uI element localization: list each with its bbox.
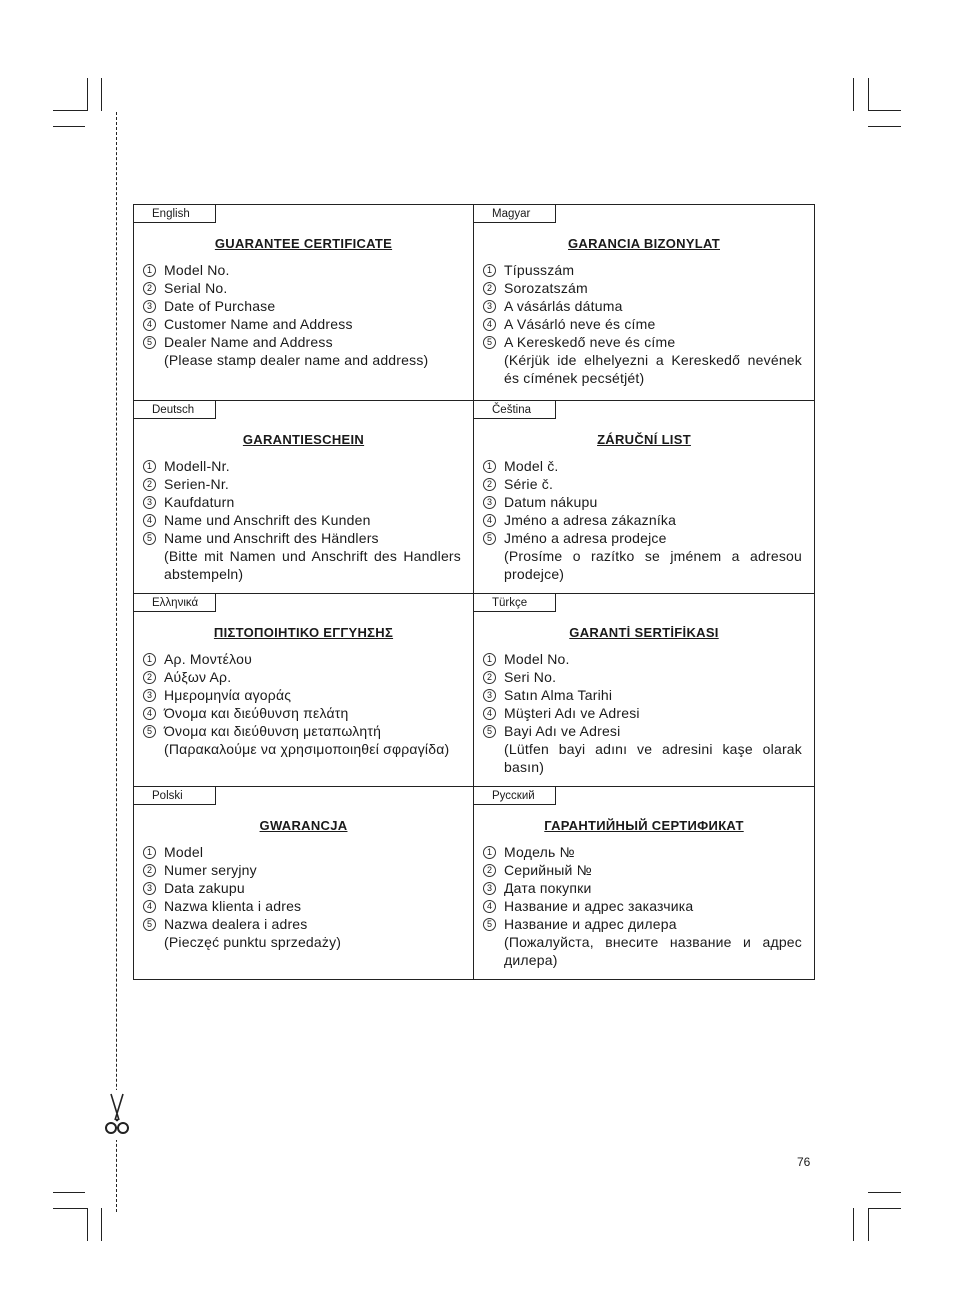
language-tab: English — [134, 205, 216, 223]
item-list — [134, 843, 473, 933]
section-title: GARANTIESCHEIN — [242, 432, 365, 447]
note-text: (Bitte mit Namen und Anschrift des Handlers abstempeln) — [164, 548, 461, 582]
circled-number: 4 — [143, 318, 156, 331]
list-item: 4 Название и адрес заказчика — [474, 897, 814, 915]
crop-mark — [101, 78, 102, 111]
section-title: ГАРАНТИЙНЫЙ СЕРТИФИКАТ — [544, 818, 744, 833]
section-title: GWARANCJA — [259, 818, 348, 833]
circled-number: 1 — [483, 653, 496, 666]
section-title: ZÁRUČNÍ LIST — [597, 432, 691, 447]
language-tab: Deutsch — [134, 401, 216, 419]
list-item: 4 Customer Name and Address — [134, 315, 473, 333]
list-item: 2 Serien-Nr. — [134, 475, 473, 493]
crop-mark — [53, 126, 85, 127]
list-item: 3 Дата покупки — [474, 879, 814, 897]
item-list — [134, 261, 473, 351]
crop-mark — [53, 1208, 87, 1209]
section-polski — [134, 787, 474, 980]
note-text: (Lütfen bayi adını ve adresini kaşe olarak basın) — [504, 741, 802, 775]
guarantee-grid — [133, 204, 815, 980]
list-item: 2 Numer seryjny — [134, 861, 473, 879]
section-title: GUARANTEE CERTIFICATE — [214, 236, 393, 251]
circled-number: 2 — [143, 282, 156, 295]
circled-number: 5 — [483, 918, 496, 931]
language-tab: Ελληνικά — [134, 594, 216, 612]
item-list — [474, 457, 814, 547]
circled-number: 2 — [483, 282, 496, 295]
list-item: 4 Name und Anschrift des Kunden — [134, 511, 473, 529]
list-item: 2 Serial No. — [134, 279, 473, 297]
list-item: 4 Müşteri Adı ve Adresi — [474, 704, 814, 722]
note-text: (Kérjük ide elhelyezni a Kereskedő nevének és címének pecsétjét) — [504, 352, 802, 386]
circled-number: 1 — [483, 264, 496, 277]
list-item: 2 Seri No. — [474, 668, 814, 686]
circled-number: 4 — [143, 514, 156, 527]
section-russian — [474, 787, 815, 980]
item-list — [134, 650, 473, 740]
list-item: 2 Серийный № — [474, 861, 814, 879]
circled-number: 3 — [143, 496, 156, 509]
list-item: 1 Αρ. Μοντέλου — [134, 650, 473, 668]
language-tab: Polski — [134, 787, 216, 805]
language-tab: Türkçe — [474, 594, 556, 612]
crop-mark — [868, 110, 901, 111]
circled-number: 3 — [483, 300, 496, 313]
crop-mark — [101, 1208, 102, 1241]
circled-number: 3 — [143, 689, 156, 702]
crop-mark — [53, 1192, 85, 1193]
crop-mark — [868, 1208, 869, 1241]
list-item: 5 Dealer Name and Address — [134, 333, 473, 351]
section-english — [134, 205, 474, 401]
cut-line — [116, 112, 117, 1212]
circled-number: 4 — [483, 707, 496, 720]
circled-number: 5 — [143, 918, 156, 931]
crop-mark — [853, 1208, 854, 1241]
circled-number: 2 — [143, 671, 156, 684]
note-text: (Παρακαλούμε να χρησιμοποιηθεί σφραγίδα) — [164, 741, 450, 757]
circled-number: 5 — [143, 725, 156, 738]
list-item: 3 Data zakupu — [134, 879, 473, 897]
circled-number: 5 — [483, 336, 496, 349]
circled-number: 3 — [143, 300, 156, 313]
circled-number: 1 — [483, 846, 496, 859]
section-magyar — [474, 205, 815, 401]
section-title: ΠΙΣΤΟΠΟΙΗΤΙΚΟ ΕΓΓΥΗΣΗΣ — [213, 625, 394, 640]
list-item: 1 Model No. — [134, 261, 473, 279]
section-title: GARANCIA BIZONYLAT — [568, 236, 720, 251]
list-item: 5 Name und Anschrift des Händlers — [134, 529, 473, 547]
section-greek — [134, 594, 474, 787]
circled-number: 4 — [483, 900, 496, 913]
list-item: 1 Model No. — [474, 650, 814, 668]
circled-number: 2 — [143, 478, 156, 491]
circled-number: 3 — [143, 882, 156, 895]
section-title: GARANTİ SERTİFİKASI — [569, 625, 719, 640]
list-item: 3 A vásárlás dátuma — [474, 297, 814, 315]
list-item: 3 Date of Purchase — [134, 297, 473, 315]
crop-mark — [87, 78, 88, 111]
crop-mark — [868, 1208, 901, 1209]
page-number: 76 — [797, 1155, 811, 1169]
crop-mark — [868, 126, 901, 127]
crop-mark — [853, 78, 854, 111]
item-list — [474, 843, 814, 933]
section-turkce — [474, 594, 815, 787]
circled-number: 2 — [143, 864, 156, 877]
list-item: 2 Αύξων Αρ. — [134, 668, 473, 686]
circled-number: 2 — [483, 671, 496, 684]
list-item: 2 Série č. — [474, 475, 814, 493]
list-item: 3 Satın Alma Tarihi — [474, 686, 814, 704]
circled-number: 5 — [483, 532, 496, 545]
list-item: 5 Όνομα και διεύθυνση μεταπωλητή — [134, 722, 473, 740]
list-item: 3 Datum nákupu — [474, 493, 814, 511]
note-text: (Пожалуйста, внесите название и адрес дилера) — [504, 934, 802, 968]
circled-number: 4 — [143, 900, 156, 913]
circled-number: 4 — [143, 707, 156, 720]
circled-number: 1 — [143, 460, 156, 473]
section-deutsch — [134, 401, 474, 594]
circled-number: 5 — [483, 725, 496, 738]
note-text: (Pieczęć punktu sprzedaży) — [164, 934, 342, 950]
language-tab: Čeština — [474, 401, 556, 419]
list-item: 5 Название и адрес дилера — [474, 915, 814, 933]
circled-number: 4 — [483, 318, 496, 331]
circled-number: 3 — [483, 496, 496, 509]
circled-number: 5 — [143, 336, 156, 349]
list-item: 5 Jméno a adresa prodejce — [474, 529, 814, 547]
list-item: 5 Bayi Adı ve Adresi — [474, 722, 814, 740]
list-item: 3 Ημερομηνία αγοράς — [134, 686, 473, 704]
language-tab: Magyar — [474, 205, 556, 223]
list-item: 5 Nazwa dealera i adres — [134, 915, 473, 933]
circled-number: 1 — [143, 264, 156, 277]
list-item: 4 A Vásárló neve és címe — [474, 315, 814, 333]
list-item: 1 Model — [134, 843, 473, 861]
list-item: 1 Modell-Nr. — [134, 457, 473, 475]
circled-number: 1 — [483, 460, 496, 473]
circled-number: 3 — [483, 689, 496, 702]
crop-mark — [868, 1192, 901, 1193]
item-list — [134, 457, 473, 547]
list-item: 4 Nazwa klienta i adres — [134, 897, 473, 915]
item-list — [474, 650, 814, 740]
list-item: 2 Sorozatszám — [474, 279, 814, 297]
section-cestina — [474, 401, 815, 594]
circled-number: 1 — [143, 846, 156, 859]
note-text: (Please stamp dealer name and address) — [164, 352, 429, 368]
list-item: 5 A Kereskedő neve és címe — [474, 333, 814, 351]
circled-number: 2 — [483, 478, 496, 491]
circled-number: 5 — [143, 532, 156, 545]
list-item: 1 Típusszám — [474, 261, 814, 279]
circled-number: 4 — [483, 514, 496, 527]
circled-number: 2 — [483, 864, 496, 877]
list-item: 1 Model č. — [474, 457, 814, 475]
item-list — [474, 261, 814, 351]
crop-mark — [87, 1208, 88, 1241]
list-item: 4 Όνομα και διεύθυνση πελάτη — [134, 704, 473, 722]
scissors-icon — [104, 1090, 130, 1140]
list-item: 1 Модель № — [474, 843, 814, 861]
list-item: 3 Kaufdaturn — [134, 493, 473, 511]
language-tab: Русский — [474, 787, 556, 805]
note-text: (Prosíme o razítko se jménem a adresou prodejce) — [504, 548, 802, 582]
crop-mark — [53, 110, 87, 111]
circled-number: 3 — [483, 882, 496, 895]
circled-number: 1 — [143, 653, 156, 666]
list-item: 4 Jméno a adresa zákazníka — [474, 511, 814, 529]
crop-mark — [868, 78, 869, 111]
